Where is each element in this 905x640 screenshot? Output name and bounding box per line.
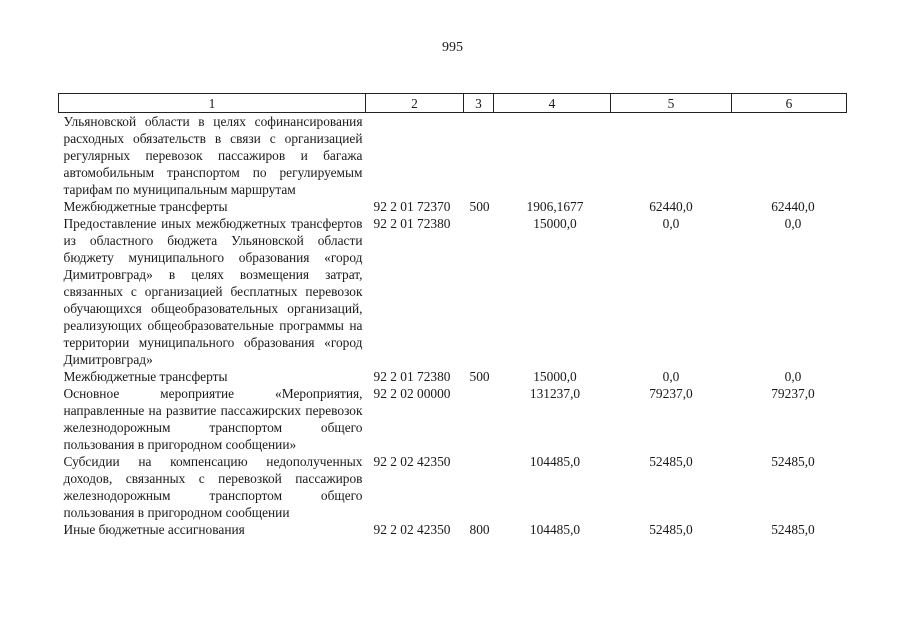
row-name: Межбюджетные трансферты [63,369,228,384]
budget-table [58,93,847,538]
table-row [59,113,847,199]
row-value-3 [732,113,847,199]
table-row [59,453,847,521]
row-type [464,113,494,199]
row-value-2: 52485,0 [649,454,693,469]
row-value-2 [611,113,732,199]
row-value-2: 0,0 [662,216,680,231]
row-name: Предоставление иных межбюджетных трансфертов из областного бюджета Ульяновской области бюджету муниципального образования «город Димитровград» в целях возмещения затрат, связанных с организацией бесплатных перевозок обучающихся общеобразовательных организаций, реализующих общеобразовательные программы на территории муниципального образования «город Димитровград» [63,216,363,367]
row-name: Ульяновской области в целях софинансирования расходных обязательств в связи с организацией регулярных перевозок пассажиров и багажа автомобильным транспортом по регулируемым тарифам по муниципальным маршрутам [63,114,363,197]
row-value-1: 15000,0 [533,216,577,231]
row-value-2: 0,0 [662,369,680,384]
row-value-2: 62440,0 [649,199,693,214]
row-value-1: 15000,0 [533,369,577,384]
row-value-1: 104485,0 [529,454,581,469]
row-type [464,385,494,453]
row-code: 92 2 01 72380 [373,369,451,384]
header-col-6: 6 [732,94,847,113]
header-col-2: 2 [366,94,464,113]
row-name: Субсидии на компенсацию недополученных доходов, связанных с перевозкой пассажиров железнодорожным транспортом общего пользования в пригородном сообщении [63,454,363,520]
row-code [366,113,464,199]
page-number: 995 [442,40,463,55]
row-name: Межбюджетные трансферты [63,199,228,214]
row-value-1: 104485,0 [529,522,581,537]
table-row [59,215,847,368]
row-code: 92 2 02 00000 [373,386,451,401]
row-value-1 [494,113,611,199]
row-value-3: 62440,0 [771,199,815,214]
row-code: 92 2 01 72370 [373,199,451,214]
row-name: Иные бюджетные ассигнования [63,522,245,537]
row-value-2: 52485,0 [649,522,693,537]
header-col-1: 1 [59,94,366,113]
row-code: 92 2 02 42350 [373,454,451,469]
row-value-3: 79237,0 [771,386,815,401]
row-value-1: 1906,1677 [526,199,584,214]
row-value-3: 52485,0 [771,522,815,537]
header-col-4: 4 [494,94,611,113]
row-value-1: 131237,0 [529,386,581,401]
row-code: 92 2 02 42350 [373,522,451,537]
row-value-3: 0,0 [784,216,802,231]
table-row [59,198,847,215]
table-header-row [59,94,847,113]
table-row [59,385,847,453]
row-value-2: 79237,0 [649,386,693,401]
table-row [59,521,847,538]
header-col-3: 3 [464,94,494,113]
row-code: 92 2 01 72380 [373,216,451,231]
row-value-3: 52485,0 [771,454,815,469]
row-type: 500 [469,369,490,384]
row-type: 800 [469,522,490,537]
row-type [464,453,494,521]
row-value-3: 0,0 [784,369,802,384]
table-row [59,368,847,385]
row-name: Основное мероприятие «Мероприятия, направленные на развитие пассажирских перевозок железнодорожным транспортом общего пользования в пригородном сообщении» [63,386,363,452]
header-col-5: 5 [611,94,732,113]
row-type [464,215,494,368]
row-type: 500 [469,199,490,214]
